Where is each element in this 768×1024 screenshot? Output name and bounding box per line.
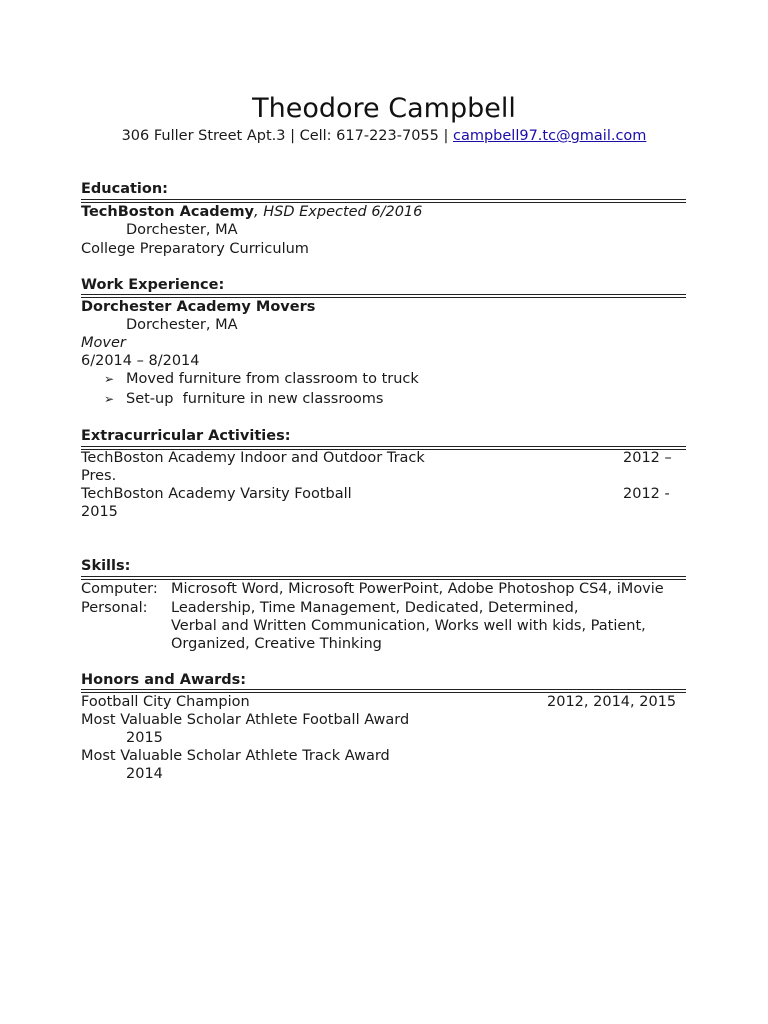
activity-name-1: TechBoston Academy Indoor and Outdoor Track (81, 450, 425, 466)
resume-name: Theodore Campbell (252, 93, 516, 124)
work-heading: Work Experience: (81, 277, 225, 293)
work-bullet-1 (104, 370, 114, 388)
school-detail: , HSD Expected 6/2016 (254, 204, 423, 220)
work-bullet-text-1: Moved furniture from classroom to truck (126, 371, 419, 387)
school-curriculum: College Preparatory Curriculum (81, 241, 309, 257)
activity-cont-2: 2015 (81, 504, 118, 520)
activity-name-2: TechBoston Academy Varsity Football (81, 486, 352, 502)
honor-year-2: 2015 (126, 730, 163, 746)
activity-cont-1: Pres. (81, 468, 117, 484)
education-heading: Education: (81, 181, 168, 197)
skills-computer-label: Computer: (81, 581, 158, 597)
work-company: Dorchester Academy Movers (81, 299, 316, 315)
school-name: TechBoston Academy (81, 204, 255, 220)
skills-personal-line-1: Leadership, Time Management, Dedicated, Determined, (171, 600, 579, 616)
arrow-bullet-icon: ➢ (104, 372, 115, 386)
honors-heading: Honors and Awards: (81, 672, 247, 688)
honor-year-3: 2014 (126, 766, 163, 782)
honor-name-3: Most Valuable Scholar Athlete Track Award (81, 748, 390, 764)
email-link[interactable]: campbell97.tc@gmail.com (452, 128, 647, 144)
school-location: Dorchester, MA (126, 222, 238, 238)
work-title: Mover (81, 335, 126, 351)
skills-computer-value: Microsoft Word, Microsoft PowerPoint, Adobe Photoshop CS4, iMovie (171, 581, 664, 597)
skills-heading: Skills: (81, 558, 131, 574)
education-school-line (81, 203, 422, 221)
activity-year-1: 2012 – (623, 450, 672, 466)
skills-personal-line-2: Verbal and Written Communication, Works well with kids, Patient, (171, 618, 646, 634)
work-location: Dorchester, MA (126, 317, 238, 333)
skills-personal-line-3: Organized, Creative Thinking (171, 636, 382, 652)
honor-name-2: Most Valuable Scholar Athlete Football Award (81, 712, 410, 728)
work-bullet-text-2: Set-up furniture in new classrooms (126, 391, 384, 407)
activity-year-2: 2012 - (623, 486, 670, 502)
honor-name-1: Football City Champion (81, 694, 250, 710)
contact-info: 306 Fuller Street Apt.3 | Cell: 617-223-7055 | (121, 128, 453, 144)
work-dates: 6/2014 – 8/2014 (81, 353, 200, 369)
skills-personal-label: Personal: (81, 600, 148, 616)
work-bullet-2 (104, 390, 114, 408)
activities-heading: Extracurricular Activities: (81, 428, 291, 444)
honor-year-1: 2012, 2014, 2015 (547, 694, 677, 710)
contact-line (0, 127, 768, 145)
arrow-bullet-icon: ➢ (104, 392, 115, 406)
